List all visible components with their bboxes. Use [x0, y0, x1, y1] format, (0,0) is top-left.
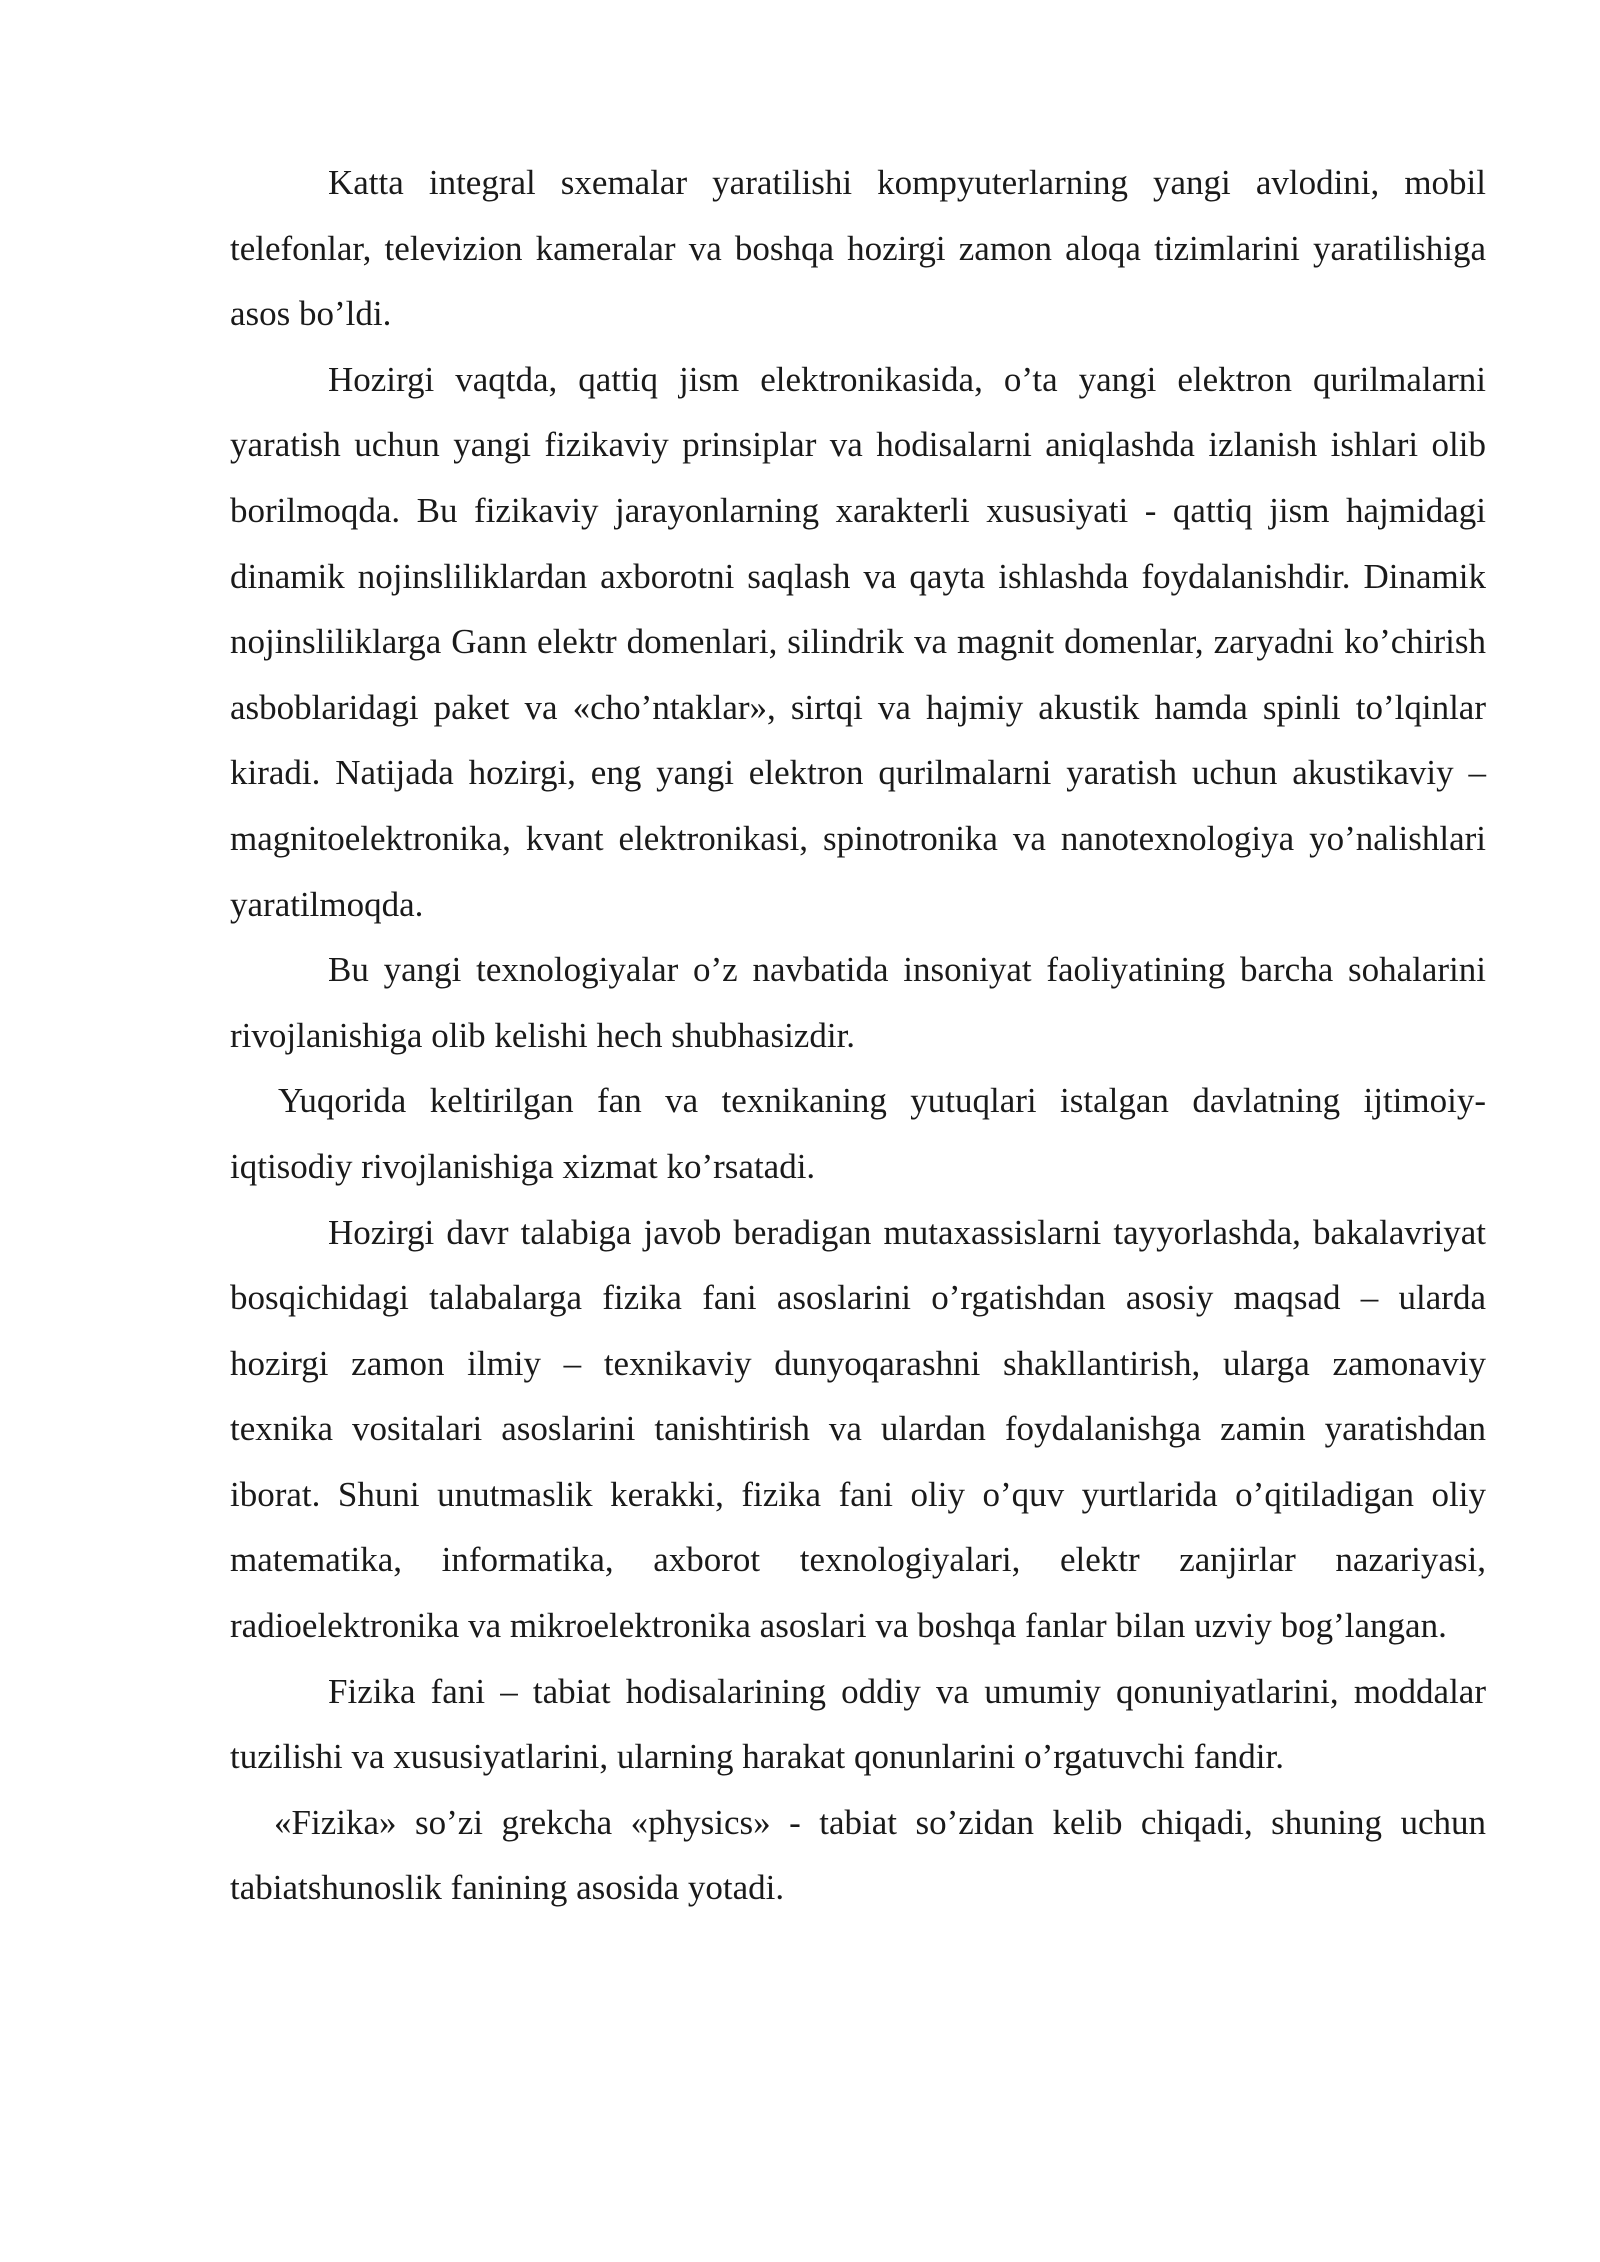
- paragraph-3: Bu yangi texnologiyalar o’z navbatida insoniyat faoliyatining barcha sohalarini rivojlanishiga olib kelishi hech shubhasizdir.: [230, 950, 1486, 1055]
- page-body: [230, 150, 1486, 1921]
- paragraph-6: Fizika fani – tabiat hodisalarining oddiy va umumiy qonuniyatlarini, moddalar tuzilishi va xususiyatlarini, ularning harakat qonunlarini o’rgatuvchi fandir.: [230, 1671, 1486, 1777]
- paragraph-4: Yuqorida keltirilgan fan va texnikaning yutuqlari istalgan davlatning ijtimoiy-iqtisodiy rivojlanishiga xizmat ko’rsatadi.: [230, 1081, 1486, 1186]
- paragraph-1: Katta integral sxemalar yaratilishi kompyuterlarning yangi avlodini, mobil telefonlar, televizion kameralar va boshqa hozirgi zamon aloqa tizimlarini yaratilishiga asos bo’ldi.: [230, 163, 1486, 334]
- paragraph-2: Hozirgi vaqtda, qattiq jism elektronikasida, o’ta yangi elektron qurilmalarni yaratish uchun yangi fizikaviy prinsiplar va hodisalarni aniqlashda izlanish ishlari olib borilmoqda. Bu fizikaviy jarayonlarning xarakterli xususiyati - qattiq jism hajmidagi dinamik nojinsliliklardan axborotni saqlash va qayta ishlashda foydalanishdir. Dinamik nojinsliliklarga Gann elektr domenlari, silindrik va magnit domenlar, zaryadni ko’chirish asboblaridagi paket va «cho’ntaklar», sirtqi va hajmiy akustik hamda spinli to’lqinlar kiradi. Natijada hozirgi, eng yangi elektron qurilmalarni yaratish uchun akustikaviy – magnitoelektronika, kvant elektronikasi, spinotronika va nanotexnologiya yo’nalishlari yaratilmoqda.: [230, 359, 1486, 924]
- paragraph-7: «Fizika» so’zi grekcha «physics» - tabiat so’zidan kelib chiqadi, shuning uchun tabiatshunoslik fanining asosida yotadi.: [230, 1802, 1486, 1908]
- paragraph-5: Hozirgi davr talabiga javob beradigan mutaxassislarni tayyorlashda, bakalavriyat bosqichidagi talabalarga fizika fani asoslarini o’rgatishdan asosiy maqsad – ularda hozirgi zamon ilmiy – texnikaviy dunyoqarashni shakllantirish, ularga zamonaviy texnika vositalari asoslarini tanishtirish va ulardan foydalanishga zamin yaratishdan iborat. Shuni unutmaslik kerakki, fizika fani oliy o’quv yurtlarida o’qitiladigan oliy matematika, informatika, axborot texnologiyalari, elektr zanjirlar nazariyasi, radioelektronika va mikroelektronika asoslari va boshqa fanlar bilan uzviy bog’langan.: [230, 1212, 1486, 1646]
